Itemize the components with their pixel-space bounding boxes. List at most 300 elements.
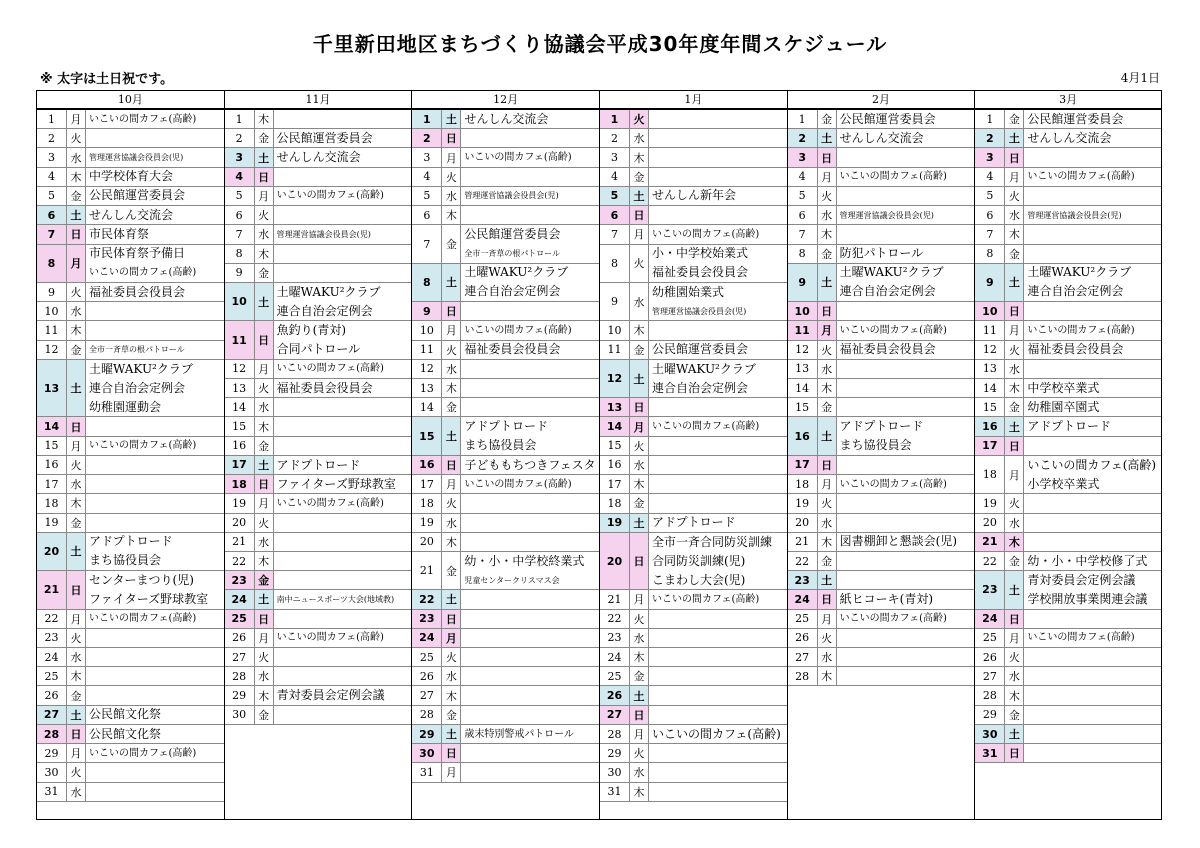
day-row: [975, 533, 1161, 552]
event-text: 公民館運営委員会: [1027, 111, 1124, 126]
day-number: 18: [37, 494, 67, 512]
day-number: 2: [788, 129, 818, 147]
event-cell: [1024, 667, 1161, 685]
event-text: せんしん新年会: [652, 188, 737, 203]
event-cell: [837, 129, 975, 147]
weekday: 木: [255, 686, 274, 704]
weekday: 日: [255, 321, 274, 358]
event-text: 幼稚園卒園式: [1027, 399, 1100, 414]
event-text: 管理運営協議会役員会(児): [839, 210, 934, 220]
day-number: 12: [225, 360, 255, 378]
day-row: [975, 187, 1161, 206]
month-column: [36, 90, 225, 820]
event-cell: [837, 533, 975, 551]
day-row: [788, 360, 975, 379]
day-row: [600, 206, 787, 225]
day-number: 21: [37, 571, 67, 608]
event-cell: [461, 763, 599, 781]
day-row: [788, 590, 975, 609]
day-number: 4: [975, 168, 1005, 186]
weekday: 月: [1005, 629, 1024, 647]
day-number: 8: [788, 245, 818, 263]
event-cell: [1024, 148, 1161, 166]
event-cell: [274, 629, 412, 647]
event-cell: [86, 206, 224, 224]
day-number: 23: [975, 571, 1005, 608]
day-number: 16: [412, 456, 442, 474]
day-number: 21: [975, 533, 1005, 551]
weekday: 土: [1005, 264, 1024, 301]
weekday: 月: [818, 610, 837, 628]
weekday: 金: [442, 225, 461, 262]
weekday: 土: [818, 571, 837, 589]
weekday: 金: [818, 110, 837, 128]
event-cell: [461, 533, 599, 551]
event-text: 土曜WAKU²クラブ: [1027, 265, 1132, 280]
weekday: 月: [630, 590, 649, 608]
weekday: 木: [1005, 686, 1024, 704]
weekday: 火: [67, 629, 86, 647]
event-text: こまわし大会(児): [652, 572, 746, 587]
event-text: センターまつり(児): [89, 572, 194, 587]
weekday: 火: [442, 341, 461, 359]
day-row: [975, 648, 1161, 667]
weekday: 日: [630, 533, 649, 590]
event-cell: [837, 571, 975, 589]
day-row: [225, 187, 412, 206]
event-cell: [86, 148, 224, 166]
day-row: [412, 360, 599, 379]
day-row: [975, 494, 1161, 513]
day-number: 27: [225, 648, 255, 666]
event-text: 市民体育祭: [89, 226, 150, 241]
weekday: 月: [255, 360, 274, 378]
weekday: 火: [818, 341, 837, 359]
event-text: 学校開放事業関連会議: [1027, 591, 1148, 606]
day-row: [37, 686, 224, 705]
day-number: 18: [225, 475, 255, 493]
weekday: 金: [255, 437, 274, 455]
day-row: [600, 225, 787, 244]
day-row: [600, 763, 787, 782]
day-number: 24: [412, 629, 442, 647]
event-cell: [649, 514, 787, 532]
event-text: 歳末特別警戒パトロール: [464, 728, 574, 740]
day-number: 23: [225, 571, 255, 589]
weekday: 火: [630, 437, 649, 455]
day-row: [788, 110, 975, 129]
event-text: 小・中学校始業式: [652, 246, 749, 261]
event-cell: [86, 129, 224, 147]
event-text: アドプトロード: [839, 419, 924, 434]
day-row: [412, 456, 599, 475]
day-row: [37, 783, 224, 802]
day-number: 31: [600, 783, 630, 801]
day-row: [412, 648, 599, 667]
event-cell: [86, 686, 224, 704]
day-row: [412, 552, 599, 590]
day-number: 27: [412, 686, 442, 704]
day-row: [37, 360, 224, 418]
event-cell: [86, 437, 224, 455]
event-text: 土曜WAKU²クラブ: [464, 265, 569, 280]
event-cell: [649, 533, 787, 590]
event-cell: [461, 610, 599, 628]
day-number: 26: [37, 686, 67, 704]
event-cell: [1024, 725, 1161, 743]
event-cell: [649, 456, 787, 474]
event-cell: [461, 456, 599, 474]
event-cell: [837, 590, 975, 608]
event-cell: [274, 610, 412, 628]
day-row: [975, 321, 1161, 340]
day-number: 20: [412, 533, 442, 551]
weekday: 金: [818, 552, 837, 570]
day-row: [37, 148, 224, 167]
day-row: [225, 514, 412, 533]
weekday: 月: [255, 629, 274, 647]
weekday: 土: [442, 264, 461, 301]
event-text: せんしん交流会: [464, 111, 549, 126]
event-cell: [461, 725, 599, 743]
event-cell: [649, 783, 787, 801]
day-row: [225, 494, 412, 513]
day-number: 30: [412, 744, 442, 762]
event-text: いこいの間カフェ(高齢): [89, 113, 197, 125]
day-number: 7: [412, 225, 442, 262]
day-row: [975, 398, 1161, 417]
day-row: [225, 168, 412, 187]
day-number: 16: [225, 437, 255, 455]
event-text: 福祉委員会役員会: [652, 265, 749, 280]
event-text: いこいの間カフェ(高齢): [652, 421, 760, 433]
day-row: [37, 533, 224, 571]
month-header: 3月: [975, 91, 1161, 110]
weekday: 水: [67, 302, 86, 320]
event-cell: [1024, 168, 1161, 186]
event-cell: [274, 148, 412, 166]
event-text: 土曜WAKU²クラブ: [276, 284, 381, 299]
event-cell: [461, 302, 599, 320]
event-text: 土曜WAKU²クラブ: [89, 361, 193, 376]
day-row: [600, 129, 787, 148]
weekday: 土: [255, 456, 274, 474]
day-number: 18: [600, 494, 630, 512]
weekday: 木: [67, 168, 86, 186]
weekday: 月: [442, 475, 461, 493]
event-cell: [1024, 514, 1161, 532]
event-text: アドプトロード: [89, 534, 173, 549]
weekday: 火: [818, 187, 837, 205]
weekday: 月: [818, 321, 837, 339]
weekday: 火: [1005, 494, 1024, 512]
event-text: せんしん交流会: [1027, 130, 1112, 145]
day-number: 16: [788, 417, 818, 454]
event-cell: [274, 667, 412, 685]
event-text: 管理運営協議会役員会(児): [89, 153, 184, 163]
day-number: 22: [412, 590, 442, 608]
weekday: 水: [67, 475, 86, 493]
event-cell: [274, 110, 412, 128]
event-text: 連合自治会定例会: [464, 284, 561, 299]
event-cell: [86, 783, 224, 801]
event-cell: [461, 129, 599, 147]
day-row: [975, 706, 1161, 725]
event-text: アドプトロード: [276, 457, 361, 472]
day-number: 12: [412, 360, 442, 378]
event-cell: [86, 110, 224, 128]
weekday: 金: [67, 341, 86, 359]
day-number: 20: [788, 514, 818, 532]
event-cell: [837, 110, 975, 128]
day-row: [412, 417, 599, 455]
event-text: 青対委員会定例会議: [1027, 572, 1136, 587]
day-number: 26: [225, 629, 255, 647]
event-cell: [274, 533, 412, 551]
day-row: [37, 417, 224, 436]
event-text: 福祉委員会役員会: [89, 284, 186, 299]
event-text: 連合自治会定例会: [276, 303, 373, 318]
event-cell: [86, 514, 224, 532]
day-number: 17: [37, 475, 67, 493]
day-row: [412, 129, 599, 148]
day-number: 6: [975, 206, 1005, 224]
event-cell: [837, 610, 975, 628]
event-text: 防犯パトロール: [839, 246, 924, 261]
weekday: 火: [1005, 341, 1024, 359]
event-cell: [649, 706, 787, 724]
weekday: 金: [442, 706, 461, 724]
day-row: [37, 667, 224, 686]
day-row: [975, 360, 1161, 379]
day-number: 23: [412, 610, 442, 628]
day-row: [975, 610, 1161, 629]
day-number: 31: [37, 783, 67, 801]
day-number: 29: [975, 706, 1005, 724]
event-cell: [837, 379, 975, 397]
event-text: 連合自治会定例会: [839, 284, 936, 299]
event-cell: [461, 590, 599, 608]
event-cell: [274, 475, 412, 493]
event-cell: [837, 667, 975, 685]
event-cell: [274, 264, 412, 282]
day-number: 7: [225, 225, 255, 243]
event-cell: [86, 456, 224, 474]
day-number: 19: [37, 514, 67, 532]
event-cell: [274, 648, 412, 666]
day-row: [412, 629, 599, 648]
day-number: 31: [412, 763, 442, 781]
weekday: 水: [630, 129, 649, 147]
weekday: 火: [818, 629, 837, 647]
day-row: [788, 417, 975, 455]
event-text: 児童センタークリスマス会: [464, 575, 560, 585]
day-row: [225, 245, 412, 264]
day-number: 22: [37, 610, 67, 628]
day-row: [37, 187, 224, 206]
weekday: 木: [442, 686, 461, 704]
event-text: 図書棚卸と懇談会(児): [839, 534, 958, 549]
event-cell: [86, 494, 224, 512]
weekday: 日: [630, 706, 649, 724]
day-row: [37, 648, 224, 667]
day-number: 14: [225, 398, 255, 416]
event-text: 南中ニュースポーツ大会(地域教): [276, 595, 395, 604]
day-row: [975, 629, 1161, 648]
event-cell: [649, 110, 787, 128]
day-row: [975, 417, 1161, 436]
day-row: [600, 360, 787, 398]
day-row: [788, 245, 975, 264]
day-row: [788, 302, 975, 321]
weekday: 水: [818, 360, 837, 378]
event-cell: [1024, 187, 1161, 205]
day-row: [225, 648, 412, 667]
day-number: 14: [975, 379, 1005, 397]
weekday: 土: [442, 110, 461, 128]
day-row: [975, 168, 1161, 187]
day-row: [412, 706, 599, 725]
weekday: 土: [630, 686, 649, 704]
day-number: 24: [37, 648, 67, 666]
event-cell: [837, 225, 975, 243]
day-number: 29: [37, 744, 67, 762]
day-number: 1: [600, 110, 630, 128]
day-row: [37, 475, 224, 494]
month-header: 2月: [788, 91, 975, 110]
day-number: 27: [37, 706, 67, 724]
day-row: [225, 129, 412, 148]
day-number: 6: [37, 206, 67, 224]
day-row: [788, 514, 975, 533]
event-text: 管理運営協議会役員会(児): [464, 191, 559, 201]
day-row: [37, 129, 224, 148]
day-number: 10: [600, 321, 630, 339]
day-number: 20: [975, 514, 1005, 532]
day-number: 5: [412, 187, 442, 205]
event-cell: [461, 552, 599, 589]
day-number: 19: [225, 494, 255, 512]
day-number: 31: [975, 744, 1005, 762]
day-number: 13: [600, 398, 630, 416]
event-cell: [837, 360, 975, 378]
weekday: 月: [630, 225, 649, 243]
day-number: 9: [975, 264, 1005, 301]
day-row: [225, 321, 412, 359]
day-number: 13: [412, 379, 442, 397]
weekday: 日: [442, 302, 461, 320]
event-cell: [1024, 629, 1161, 647]
day-number: 16: [600, 456, 630, 474]
event-text: いこいの間カフェ(高齢): [464, 324, 572, 336]
weekday: 土: [255, 283, 274, 320]
day-row: [412, 398, 599, 417]
day-number: 11: [600, 341, 630, 359]
event-text: 公民館文化祭: [89, 726, 162, 741]
day-row: [600, 187, 787, 206]
day-number: 25: [788, 610, 818, 628]
day-number: 9: [788, 264, 818, 301]
day-number: 10: [788, 302, 818, 320]
event-cell: [461, 667, 599, 685]
day-row: [412, 148, 599, 167]
weekday: 木: [442, 206, 461, 224]
event-cell: [1024, 552, 1161, 570]
day-row: [37, 706, 224, 725]
day-number: 17: [225, 456, 255, 474]
weekday: 土: [818, 264, 837, 301]
day-number: 30: [975, 725, 1005, 743]
day-number: 13: [225, 379, 255, 397]
day-number: 19: [975, 494, 1005, 512]
day-number: 21: [225, 533, 255, 551]
day-row: [37, 283, 224, 302]
event-cell: [649, 398, 787, 416]
day-row: [225, 398, 412, 417]
day-number: 14: [788, 379, 818, 397]
day-row: [412, 264, 599, 302]
event-text: いこいの間カフェ(高齢): [89, 747, 197, 759]
event-text: いこいの間カフェ(高齢): [276, 363, 384, 375]
day-number: 16: [975, 417, 1005, 435]
event-cell: [86, 321, 224, 339]
event-cell: [461, 744, 599, 762]
weekday: 日: [442, 456, 461, 474]
weekday: 土: [630, 514, 649, 532]
day-number: 2: [37, 129, 67, 147]
day-number: 7: [975, 225, 1005, 243]
event-cell: [837, 245, 975, 263]
day-number: 2: [412, 129, 442, 147]
weekday: 火: [255, 514, 274, 532]
weekday: 火: [1005, 187, 1024, 205]
event-text: 福祉委員会役員会: [839, 342, 936, 357]
day-number: 9: [37, 283, 67, 301]
event-text: 連合自治会定例会: [1027, 284, 1124, 299]
day-number: 26: [600, 686, 630, 704]
day-row: [412, 302, 599, 321]
weekday: 月: [442, 629, 461, 647]
event-cell: [86, 610, 224, 628]
event-cell: [86, 725, 224, 743]
weekday: 木: [818, 225, 837, 243]
day-row: [600, 514, 787, 533]
day-row: [225, 533, 412, 552]
day-number: 14: [37, 417, 67, 435]
weekday: 木: [1005, 533, 1024, 551]
event-cell: [461, 494, 599, 512]
day-row: [600, 533, 787, 591]
weekday: 金: [630, 168, 649, 186]
event-text: 合同パトロール: [276, 342, 361, 357]
event-cell: [461, 514, 599, 532]
event-cell: [461, 110, 599, 128]
weekday: 金: [630, 341, 649, 359]
day-number: 7: [600, 225, 630, 243]
day-row: [412, 225, 599, 263]
day-row: [788, 398, 975, 417]
weekday: 土: [255, 590, 274, 608]
weekday: 木: [818, 667, 837, 685]
weekday: 水: [255, 667, 274, 685]
event-cell: [1024, 379, 1161, 397]
day-row: [975, 129, 1161, 148]
weekday: 日: [1005, 610, 1024, 628]
weekday: 火: [255, 379, 274, 397]
weekday: 金: [818, 398, 837, 416]
event-text: 小学校卒業式: [1027, 476, 1100, 491]
day-row: [975, 110, 1161, 129]
